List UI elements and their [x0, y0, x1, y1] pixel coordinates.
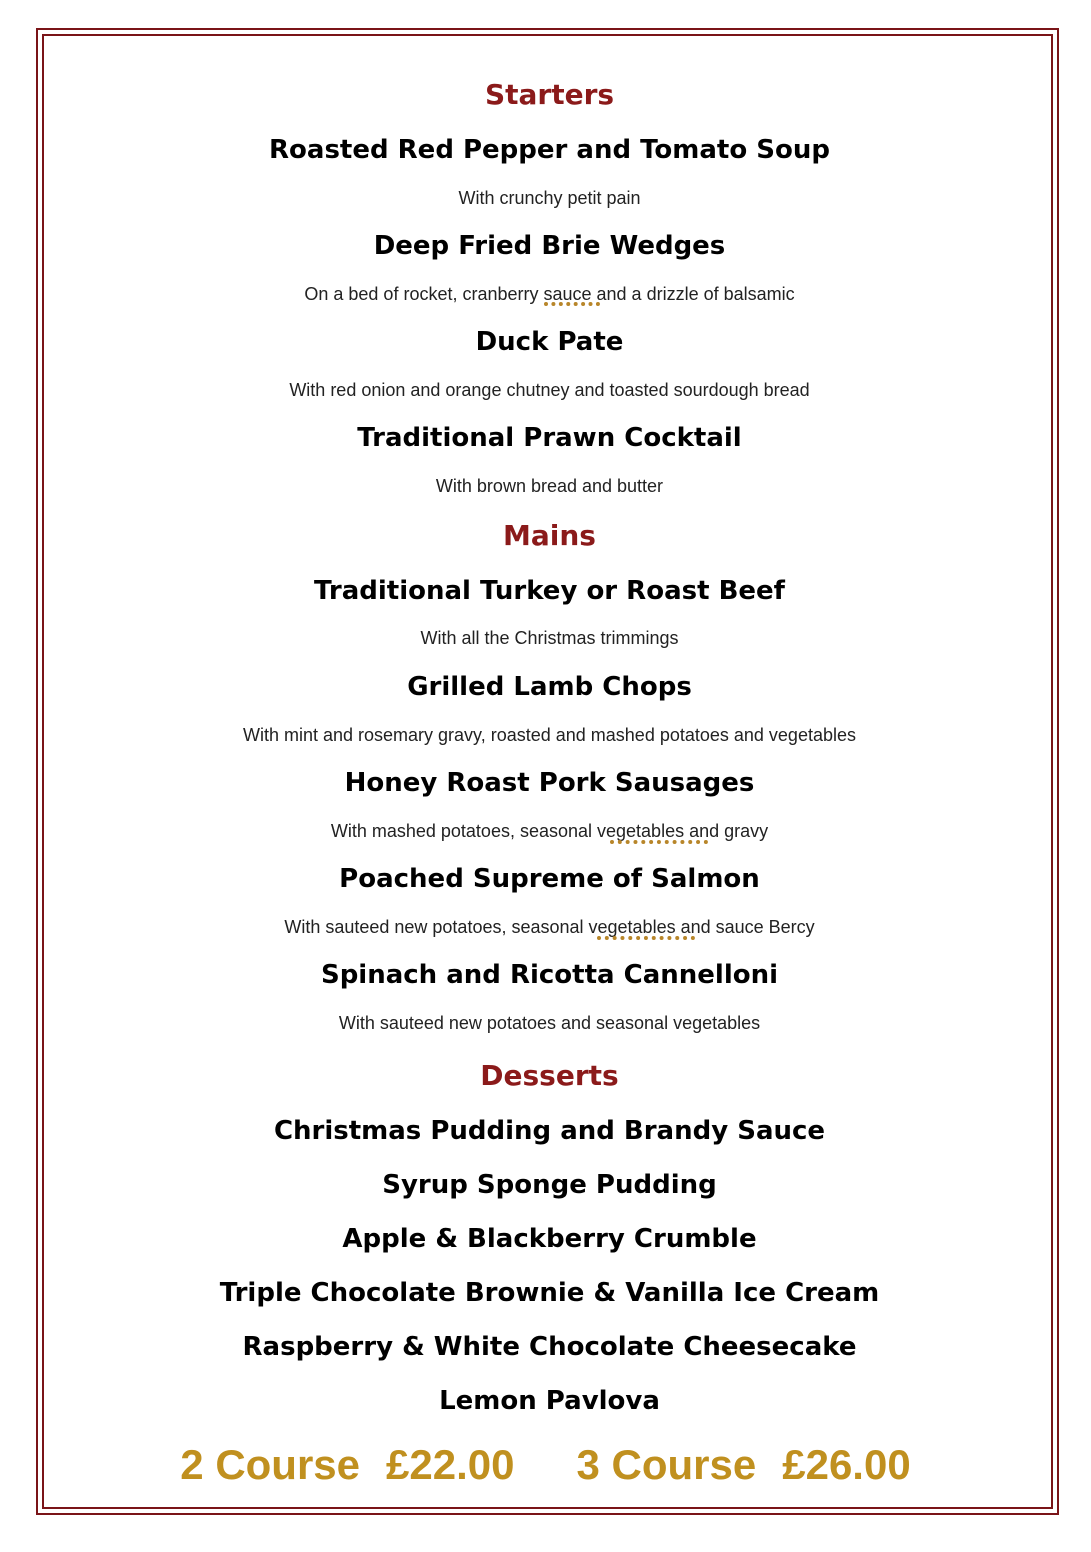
dish-title: Poached Supreme of Salmon — [339, 864, 760, 894]
three-course-label: 3 Course — [576, 1441, 757, 1488]
dish-description: With all the Christmas trimmings — [420, 628, 679, 648]
dish-description: With crunchy petit pain — [458, 188, 641, 208]
spellcheck-underline — [610, 840, 708, 844]
dessert-item: Christmas Pudding and Brandy Sauce — [273, 1116, 826, 1146]
dish-description: With red onion and orange chutney and toasted sourdough bread — [289, 380, 810, 400]
dish-title: Deep Fried Brie Wedges — [373, 231, 726, 261]
three-course-pricing — [577, 1438, 911, 1492]
dish-description: With mashed potatoes, seasonal vegetables and gravy — [330, 821, 769, 841]
dessert-item: Lemon Pavlova — [439, 1386, 660, 1416]
dish-title: Honey Roast Pork Sausages — [344, 768, 755, 798]
spellcheck-underline — [544, 302, 600, 306]
dessert-item: Syrup Sponge Pudding — [382, 1170, 717, 1200]
dessert-item: Apple & Blackberry Crumble — [342, 1224, 757, 1254]
dish-title: Traditional Prawn Cocktail — [357, 423, 742, 453]
dish-description: With brown bread and butter — [435, 476, 664, 496]
dish-title: Traditional Turkey or Roast Beef — [314, 576, 785, 606]
dish-description: With sauteed new potatoes and seasonal vegetables — [338, 1013, 761, 1033]
dish-description: On a bed of rocket, cranberry sauce and a drizzle of balsamic — [304, 284, 795, 304]
dish-title: Grilled Lamb Chops — [407, 672, 692, 702]
dessert-item: Triple Chocolate Brownie & Vanilla Ice Cream — [219, 1278, 880, 1308]
dish-description: With sauteed new potatoes, seasonal vegetables and sauce Bercy — [284, 917, 815, 937]
section-heading-desserts: Desserts — [480, 1059, 619, 1092]
dish-description: With mint and rosemary gravy, roasted and mashed potatoes and vegetables — [242, 725, 856, 745]
dish-title: Spinach and Ricotta Cannelloni — [320, 960, 779, 990]
two-course-pricing — [180, 1438, 514, 1492]
section-heading-starters: Starters — [484, 78, 615, 111]
pricing-line — [0, 1438, 1091, 1492]
two-course-label: 2 Course — [180, 1441, 361, 1488]
three-course-price: £26.00 — [782, 1441, 911, 1488]
dessert-item: Raspberry & White Chocolate Cheesecake — [242, 1332, 857, 1362]
dish-title: Roasted Red Pepper and Tomato Soup — [269, 135, 830, 165]
dish-title: Duck Pate — [475, 327, 624, 357]
spellcheck-underline — [597, 936, 695, 940]
section-heading-mains: Mains — [503, 519, 596, 552]
two-course-price: £22.00 — [386, 1441, 515, 1488]
